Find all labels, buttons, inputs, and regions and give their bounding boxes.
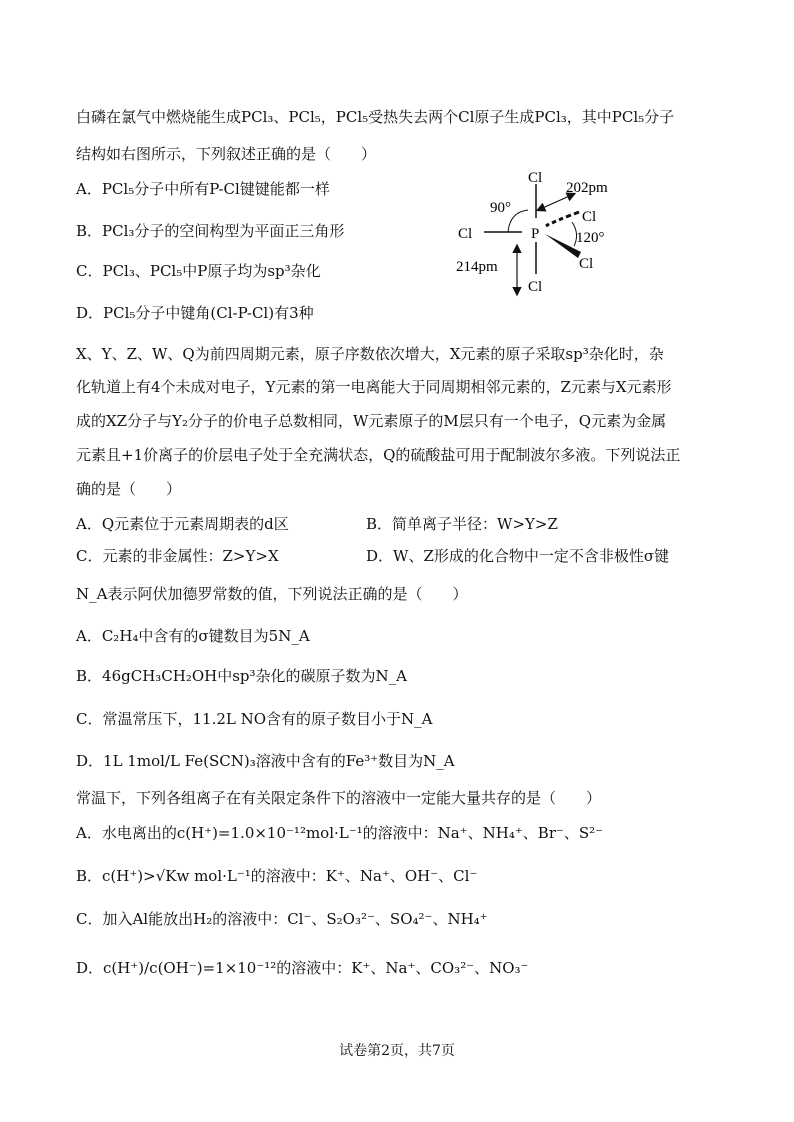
q6-stem-line4: 元素且+1价离子的价层电子处于全充满状态，Q的硫酸盐可用于配制波尔多液。下列说法正 <box>76 446 681 464</box>
q6-stem-line1: X、Y、Z、W、Q为前四周期元素，原子序数依次增大，X元素的原子采取sp³杂化时，杂 <box>76 345 664 363</box>
q6-option-a: A．Q元素位于元素周期表的d区 <box>76 515 289 533</box>
q8-stem: 常温下，下列各组离子在有关限定条件下的溶液中一定能大量共存的是（ ） <box>76 789 602 807</box>
length-202-label: 202pm <box>566 180 608 196</box>
length-202-arrow <box>538 194 574 210</box>
cl-top-label: Cl <box>528 170 543 186</box>
p-atom-label: P <box>531 226 540 242</box>
q8-option-b: B．c(H⁺)>√Kw mol·L⁻¹的溶液中：K⁺、Na⁺、OH⁻、Cl⁻ <box>76 867 478 885</box>
q5-option-c: C．PCl₃、PCl₅中P原子均为sp³杂化 <box>76 262 321 280</box>
q8-option-d: D．c(H⁺)/c(OH⁻)=1×10⁻¹²的溶液中：K⁺、Na⁺、CO₃²⁻、NO₃⁻ <box>76 959 529 977</box>
length-214-label: 214pm <box>456 259 498 275</box>
q7-option-a: A．C₂H₄中含有的σ键数目为5N_A <box>76 627 310 645</box>
page-footer: 试卷第2页，共7页 <box>339 1043 455 1059</box>
q5-stem-line1: 白磷在氯气中燃烧能生成PCl₃、PCl₅，PCl₅受热失去两个Cl原子生成PCl₃，其中PCl₅分子 <box>76 108 675 126</box>
q7-stem: N_A表示阿伏加德罗常数的值，下列说法正确的是（ ） <box>76 585 468 603</box>
q5-option-d: D．PCl₅分子中键角(Cl-P-Cl)有3种 <box>76 304 314 322</box>
q5-option-a: A．PCl₅分子中所有P-Cl键键能都一样 <box>76 180 330 198</box>
angle-90-label: 90° <box>490 200 511 216</box>
bond-hashed-right <box>546 212 579 226</box>
q7-option-d: D．1L 1mol/L Fe(SCN)₃溶液中含有的Fe³⁺数目为N_A <box>76 752 455 770</box>
angle-90-arc <box>508 210 528 232</box>
q6-stem-line3: 成的XZ分子与Y₂分子的价电子总数相同，W元素原子的M层只有一个电子，Q元素为金属 <box>76 412 667 430</box>
q5-stem-line2: 结构如右图所示，下列叙述正确的是（ ） <box>76 145 377 163</box>
cl-left-label: Cl <box>458 226 473 242</box>
cl-right-up-label: Cl <box>582 209 597 225</box>
q8-option-c: C．加入Al能放出H₂的溶液中：Cl⁻、S₂O₃²⁻、SO₄²⁻、NH₄⁺ <box>76 910 488 928</box>
q6-option-c: C．元素的非金属性：Z>Y>X <box>76 547 279 565</box>
angle-120-label: 120° <box>576 230 605 246</box>
cl-bottom-label: Cl <box>528 279 543 295</box>
q6-stem-line2: 化轨道上有4个未成对电子，Y元素的第一电离能大于同周期相邻元素的，Z元素与X元素形 <box>76 378 672 396</box>
cl-right-down-label: Cl <box>579 256 594 272</box>
q5-option-b: B．PCl₃分子的空间构型为平面正三角形 <box>76 222 345 240</box>
q6-stem-line5: 确的是（ ） <box>76 480 182 498</box>
pcl5-structure-diagram <box>448 160 648 310</box>
q6-option-b: B．简单离子半径：W>Y>Z <box>366 515 558 533</box>
q6-option-d: D．W、Z形成的化合物中一定不含非极性σ键 <box>366 547 670 565</box>
q7-option-b: B．46gCH₃CH₂OH中sp³杂化的碳原子数为N_A <box>76 667 408 685</box>
q8-option-a: A．水电离出的c(H⁺)=1.0×10⁻¹²mol·L⁻¹的溶液中：Na⁺、NH₄⁺、Br⁻、S²⁻ <box>76 824 604 842</box>
q7-option-c: C．常温常压下，11.2L NO含有的原子数目小于N_A <box>76 710 433 728</box>
